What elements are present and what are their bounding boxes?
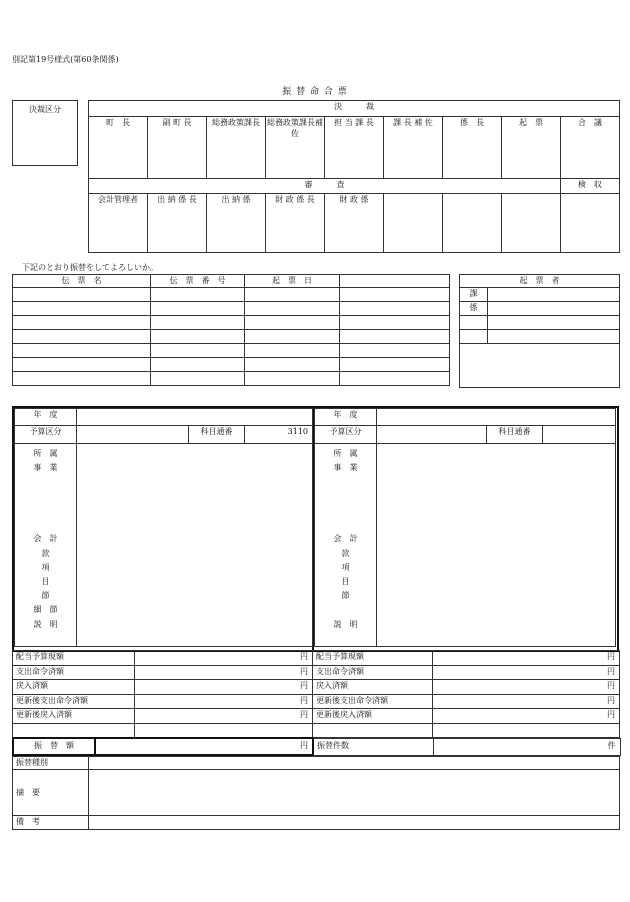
budget-item: 事 業 [33, 463, 58, 473]
role-cell[interactable] [561, 117, 620, 179]
slip-cell[interactable] [245, 358, 340, 372]
budget-item-labels [315, 444, 377, 647]
slip-cell[interactable] [340, 330, 450, 344]
amount-field[interactable] [135, 723, 313, 737]
slip-header: 伝 票 番 号 [151, 275, 245, 288]
role-label: 総務政策課長 [212, 118, 260, 127]
budget-item: 細 節 [33, 605, 58, 615]
table-row [13, 302, 450, 316]
amount-field[interactable] [135, 651, 313, 666]
role-label: 財 政 係 [339, 195, 369, 204]
kessai-kubun-label: 決裁区分 [29, 105, 61, 114]
kessai-kubun-box[interactable] [12, 100, 78, 166]
slip-cell[interactable] [13, 330, 151, 344]
slip-cell[interactable] [151, 302, 245, 316]
transfer-count-field[interactable] [433, 738, 620, 755]
role-label: 出 納 係 長 [157, 195, 197, 204]
table-row [13, 316, 450, 330]
slip-cell[interactable] [151, 358, 245, 372]
role-cell[interactable] [384, 117, 443, 179]
role-cell[interactable] [561, 194, 620, 253]
role-cell[interactable] [89, 194, 148, 253]
amount-label: 支出命令済額 [13, 665, 135, 680]
role-cell[interactable] [325, 194, 384, 253]
slip-cell[interactable] [151, 330, 245, 344]
kamoku-value[interactable]: 3110 [245, 426, 313, 444]
budget-right-table [314, 408, 616, 647]
count-unit: 件 [607, 740, 616, 750]
role-cell[interactable] [266, 194, 325, 253]
budget-item [315, 604, 376, 618]
yen-unit: 円 [607, 710, 615, 719]
summary-label [13, 770, 89, 816]
issuer-table [459, 274, 620, 388]
slip-table [12, 274, 450, 386]
amount-field[interactable] [135, 694, 313, 709]
amount-field[interactable] [433, 665, 620, 680]
slip-cell[interactable] [340, 344, 450, 358]
amount-field[interactable] [135, 680, 313, 695]
issuer-cell[interactable] [488, 330, 620, 344]
slip-cell[interactable] [151, 316, 245, 330]
amount-label: 支出命令済額 [313, 665, 433, 680]
transfer-type-label: 振替種別 [13, 757, 89, 770]
role-label: 担 当 課 長 [334, 118, 374, 127]
slip-cell[interactable] [245, 372, 340, 386]
budget-item: 所 属 [33, 449, 58, 458]
role-label: 課 長 補 佐 [393, 118, 433, 127]
yen-unit: 円 [300, 710, 308, 719]
table-row [13, 344, 450, 358]
nendo-field[interactable] [77, 409, 313, 426]
slip-cell[interactable] [245, 344, 340, 358]
yen-unit: 円 [607, 652, 615, 661]
budget-item: 説 明 [333, 619, 358, 629]
slip-cell[interactable] [151, 344, 245, 358]
issuer-cell[interactable] [488, 302, 620, 316]
amount-label: 配当予算現額 [313, 651, 433, 666]
issuer-row-label: 係 [460, 302, 488, 316]
role-label: 係 長 [460, 118, 484, 127]
slip-cell[interactable] [245, 288, 340, 302]
slip-cell[interactable] [245, 330, 340, 344]
footer-table [12, 756, 620, 830]
amounts-table [12, 650, 620, 738]
role-label: 出 納 係 [221, 195, 251, 204]
budget-item: 説 明 [33, 619, 58, 629]
role-label: 総務政策課長補佐 [267, 118, 323, 138]
issuer-cell[interactable] [488, 316, 620, 330]
slip-header: 起 票 日 [245, 275, 340, 288]
summary-field[interactable] [89, 770, 620, 816]
budget-item: 項 [41, 562, 50, 572]
slip-cell[interactable] [13, 302, 151, 316]
role-cell[interactable] [384, 194, 443, 253]
role-cell[interactable] [443, 117, 502, 179]
yosan-kubun-field[interactable] [77, 426, 189, 444]
amount-field[interactable] [135, 665, 313, 680]
yosan-kubun-field[interactable] [377, 426, 487, 444]
amount-label: 更新後支出命令済額 [313, 694, 433, 709]
budget-item: 項 [341, 562, 350, 572]
role-cell[interactable] [148, 194, 207, 253]
issuer-header: 起 票 者 [460, 275, 620, 288]
amount-field[interactable] [433, 694, 620, 709]
slip-cell[interactable] [13, 372, 151, 386]
role-cell[interactable] [207, 117, 266, 179]
role-label: 副 町 長 [162, 118, 192, 127]
slip-cell[interactable] [245, 302, 340, 316]
amount-label: 更新後戻入済額 [313, 709, 433, 724]
nendo-field[interactable] [377, 409, 616, 426]
yen-unit: 円 [607, 695, 615, 705]
transfer-count-label: 振替件数 [313, 738, 433, 755]
amount-field[interactable] [433, 680, 620, 695]
slip-cell[interactable] [340, 316, 450, 330]
budget-left-table [14, 408, 313, 647]
kenshu-header: 検 収 [561, 179, 620, 194]
yosan-kubun-label: 予算区分 [315, 426, 377, 444]
role-cell[interactable] [148, 117, 207, 179]
approval-table [88, 100, 620, 253]
issuer-cell[interactable] [488, 288, 620, 302]
yen-unit: 円 [300, 666, 308, 676]
kamoku-label: 科目通番 [487, 426, 543, 444]
amount-label: 配当予算現額 [13, 651, 135, 666]
nendo-label: 年 度 [315, 409, 377, 426]
budget-item: 目 [341, 576, 350, 586]
transfer-amount-label: 振 替 額 [13, 738, 95, 755]
kamoku-value[interactable] [543, 426, 616, 444]
amount-field[interactable] [433, 723, 620, 737]
slip-cell[interactable] [13, 358, 151, 372]
form-title: 振 替 命 合 票 [282, 87, 348, 97]
table-row [13, 288, 450, 302]
role-label: 起 票 [519, 118, 543, 127]
amount-label: 更新後戻入済額 [13, 709, 135, 724]
summary-label-text: 摘 要 [16, 788, 40, 797]
budget-item: 節 [41, 591, 50, 601]
role-cell[interactable] [502, 117, 561, 179]
remarks-field[interactable] [89, 816, 620, 830]
slip-cell[interactable] [151, 288, 245, 302]
budget-detail-field[interactable] [377, 444, 616, 647]
transfer-type-field[interactable] [89, 757, 620, 770]
role-cell[interactable] [443, 194, 502, 253]
budget-item: 事 業 [333, 463, 358, 473]
budget-item: 款 [341, 548, 350, 558]
form-reference: 別記第19号様式(第60条関係) [12, 55, 119, 64]
slip-cell[interactable] [340, 372, 450, 386]
kamoku-label: 科目通番 [189, 426, 245, 444]
role-cell[interactable] [266, 117, 325, 179]
amount-label [313, 723, 433, 737]
slip-cell[interactable] [151, 372, 245, 386]
role-label: 町 長 [106, 118, 130, 127]
budget-item: 款 [41, 548, 50, 558]
role-cell[interactable] [89, 117, 148, 179]
budget-item: 会 計 [33, 534, 58, 544]
budget-item: 目 [41, 576, 50, 586]
budget-item-gap [315, 476, 376, 533]
slip-header: 伝 票 名 [13, 275, 151, 288]
budget-item: 会 計 [333, 534, 358, 544]
budget-item: 所 属 [333, 449, 358, 458]
yen-unit: 円 [607, 681, 615, 690]
amount-label: 戻入済額 [313, 680, 433, 695]
budget-detail-field[interactable] [77, 444, 313, 647]
issuer-row-label: 課 [460, 288, 488, 302]
role-cell[interactable] [502, 194, 561, 253]
slip-cell[interactable] [13, 344, 151, 358]
transfer-amount-field[interactable] [95, 738, 313, 755]
remarks-label: 備 考 [13, 816, 89, 830]
table-row [13, 372, 450, 386]
yen-unit: 円 [300, 741, 308, 750]
yen-unit: 円 [607, 666, 615, 676]
amount-label: 更新後支出命令済額 [13, 694, 135, 709]
amount-field[interactable] [433, 709, 620, 724]
slip-cell[interactable] [340, 288, 450, 302]
amount-label [13, 723, 135, 737]
transfer-table [12, 737, 621, 756]
slip-header [340, 275, 450, 288]
amount-label: 戻入済額 [13, 680, 135, 695]
role-label: 財 政 係 長 [275, 195, 315, 204]
amount-field[interactable] [433, 651, 620, 666]
issuer-row-label [460, 316, 488, 330]
yen-unit: 円 [300, 652, 308, 661]
yen-unit: 円 [300, 695, 308, 705]
slip-cell[interactable] [13, 288, 151, 302]
issuer-row-label [460, 330, 488, 344]
role-cell[interactable] [207, 194, 266, 253]
budget-item: 節 [341, 591, 350, 601]
slip-cell[interactable] [245, 316, 340, 330]
budget-item-gap [15, 476, 76, 533]
role-cell[interactable] [325, 117, 384, 179]
amount-field[interactable] [135, 709, 313, 724]
kessai-header: 決 裁 [89, 101, 620, 117]
yen-unit: 円 [300, 681, 308, 690]
nendo-label: 年 度 [15, 409, 77, 426]
slip-cell[interactable] [340, 358, 450, 372]
issuer-cell[interactable] [460, 344, 620, 388]
budget-item-labels [15, 444, 77, 647]
table-row [13, 330, 450, 344]
request-text: 下記のとおり振替をしてよろしいか。 [22, 263, 158, 272]
yosan-kubun-label: 予算区分 [15, 426, 77, 444]
slip-cell[interactable] [13, 316, 151, 330]
shinsa-header: 審 査 [89, 179, 561, 194]
role-label: 合 議 [578, 118, 603, 127]
table-row [13, 358, 450, 372]
slip-cell[interactable] [340, 302, 450, 316]
role-label: 会計管理者 [98, 195, 138, 204]
